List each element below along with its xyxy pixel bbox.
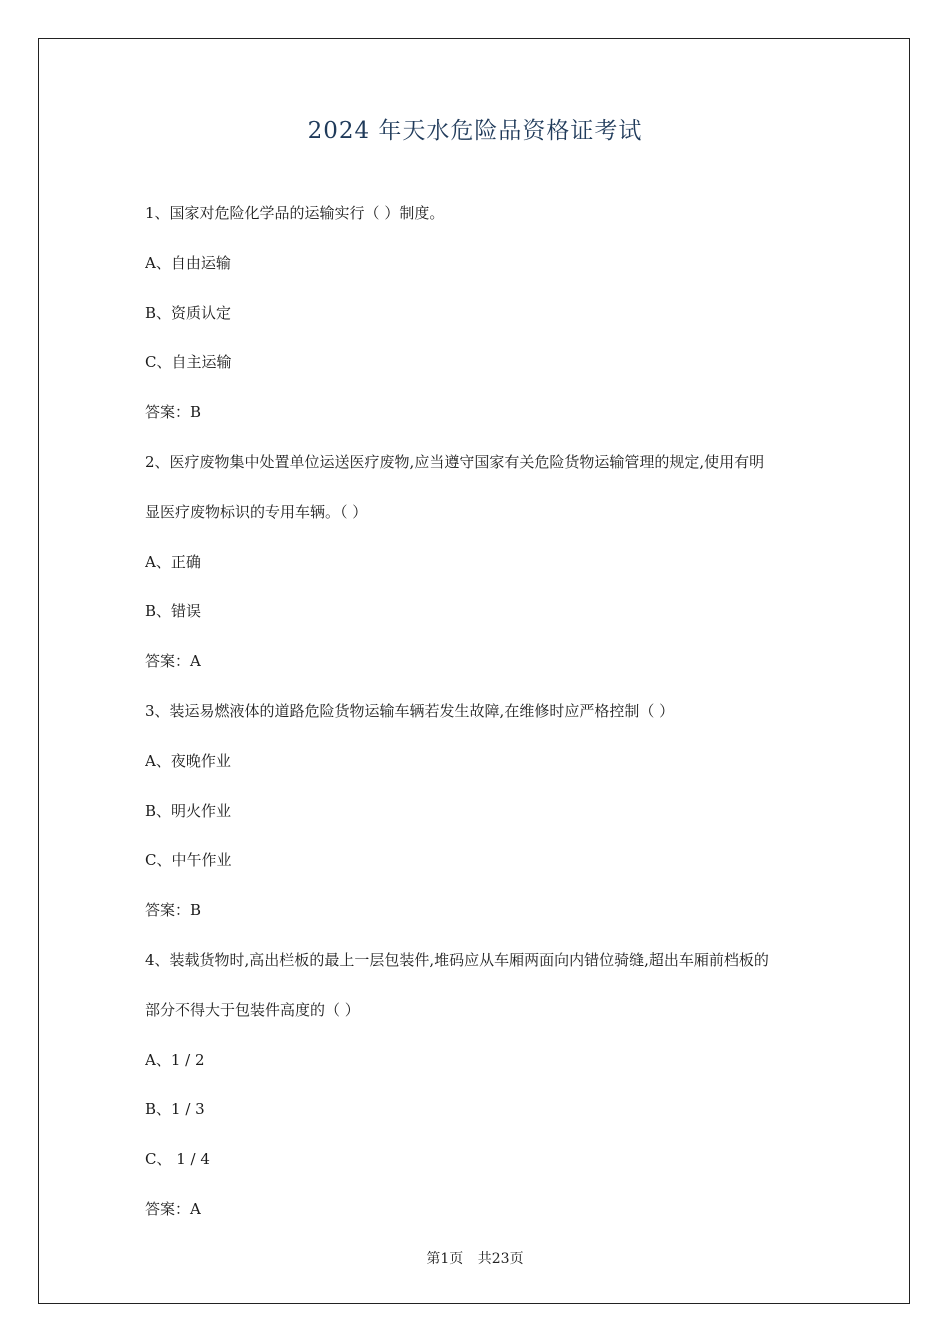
page-footer (0, 1248, 950, 1268)
question-3-option-b: B、明火作业 (145, 801, 232, 820)
question-3-option-c: C、中午作业 (145, 851, 232, 870)
question-4-option-b: B、1 / 3 (145, 1100, 205, 1119)
question-3-stem: 3、装运易燃液体的道路危险货物运输车辆若发生故障,在维修时应严格控制（ ） (145, 701, 675, 720)
question-1-option-b: B、资质认定 (145, 303, 232, 322)
question-2-answer: 答案：A (145, 652, 201, 671)
question-4-option-a: A、1 / 2 (145, 1050, 205, 1069)
question-2-stem: 2、医疗废物集中处置单位运送医疗废物,应当遵守国家有关危险货物运输管理的规定,使用有明 (145, 452, 765, 471)
question-1-option-a: A、自由运输 (145, 253, 231, 272)
question-1-answer: 答案：B (145, 403, 202, 422)
question-3-option-a: A、夜晚作业 (145, 751, 231, 770)
question-1-option-c: C、自主运输 (145, 353, 232, 372)
question-2-option-b: B、错误 (145, 602, 202, 621)
question-list (145, 197, 815, 1243)
question-4-option-c: C、 1 / 4 (145, 1150, 210, 1169)
question-4-stem: 4、装载货物时,高出栏板的最上一层包装件,堆码应从车厢两面向内错位骑缝,超出车厢前档板的 (145, 950, 769, 969)
question-2-stem-cont: 显医疗废物标识的专用车辆。（ ） (145, 502, 368, 521)
page-number: 第1页 (426, 1251, 464, 1267)
document-title: 2024 年天水危险品资格证考试 (307, 118, 643, 144)
total-pages: 共23页 (477, 1251, 524, 1267)
question-2-option-a: A、正确 (145, 552, 201, 571)
question-3-answer: 答案：B (145, 901, 202, 920)
question-4-stem-cont: 部分不得大于包装件高度的（ ） (145, 1000, 360, 1019)
question-1-stem: 1、国家对危险化学品的运输实行（ ）制度。 (145, 204, 445, 222)
question-4-answer: 答案：A (145, 1199, 201, 1218)
